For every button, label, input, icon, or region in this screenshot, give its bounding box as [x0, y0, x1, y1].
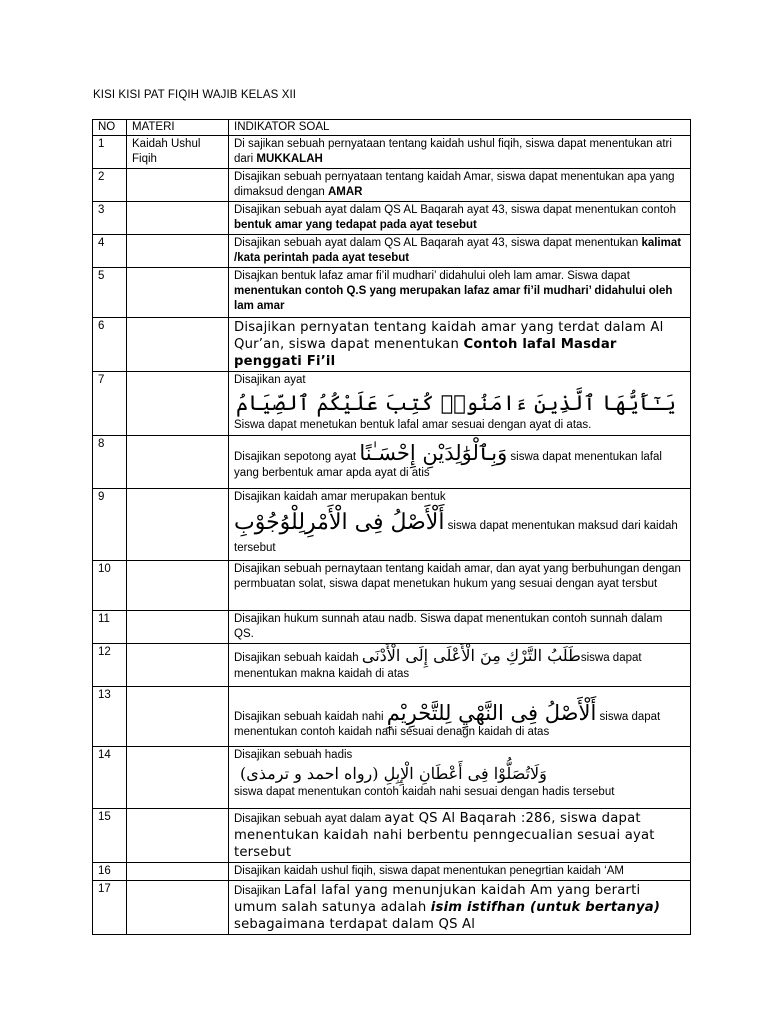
row-indikator: [229, 489, 691, 561]
row-materi: [127, 611, 229, 644]
row-materi: [127, 644, 229, 687]
row-no: 12: [93, 644, 127, 687]
arabic-verse: وَبِٱلْوَٰلِدَيْنِ إِحْسَـٰنًا: [359, 441, 508, 465]
table-row: [93, 202, 691, 235]
indikator-text-2: siswa dapat menentukan lafal yang berbentuk amar apda ayat di atis: [234, 451, 662, 479]
row-no: 10: [93, 561, 127, 611]
table-row: [93, 747, 691, 809]
row-indikator: [229, 436, 691, 489]
row-no: 5: [93, 268, 127, 318]
row-no: 14: [93, 747, 127, 809]
row-materi: [127, 489, 229, 561]
table-row: [93, 863, 691, 881]
row-indikator: [229, 318, 691, 372]
row-no: 8: [93, 436, 127, 489]
row-no: 2: [93, 169, 127, 202]
row-materi: [127, 687, 229, 747]
row-indikator: [229, 644, 691, 687]
row-no: 17: [93, 881, 127, 935]
indikator-text: Disajikan pernyatan tentang kaidah amar yang terdat dalam Al Qur’an, siswa dapat menentukan: [234, 320, 664, 352]
row-materi: [127, 169, 229, 202]
document-title: KISI KISI PAT FIQIH WAJIB KELAS XII: [93, 89, 297, 101]
row-indikator: [229, 747, 691, 809]
row-materi: [127, 235, 229, 268]
indikator-text: Disajikan: [234, 885, 284, 897]
indikator-text: Disajikan sebuah kaidah nahi: [234, 711, 387, 723]
indikator-text: Disajikan ayat: [234, 374, 306, 386]
arabic-kaidah: طَلَبُ التَّرْكِ مِنَ الْأَعْلَى إِلَى الْأَدْنَى: [361, 646, 581, 665]
row-indikator: [229, 881, 691, 935]
row-indikator: Disajikan hukum sunnah atau nadb. Siswa dapat menentukan contoh sunnah dalam QS.: [229, 611, 691, 644]
table-row: [93, 268, 691, 318]
row-no: 11: [93, 611, 127, 644]
indikator-text-2: siswa dapat menentukan contoh kaidah nahi sesuai dengan hadis tersebut: [234, 786, 615, 798]
indikator-bold: AMAR: [327, 186, 363, 198]
indikator-text: Disajikan sebuah pernyataan tentang kaidah Amar, siswa dapat menentukan apa yang dimaksud dengan: [234, 171, 675, 198]
row-materi: [127, 561, 229, 611]
indikator-text: Disajikan sebuah ayat dalam: [234, 813, 385, 825]
row-no: 6: [93, 318, 127, 372]
table-row: [93, 644, 691, 687]
header-materi: MATERI: [127, 120, 229, 136]
table-row: [93, 235, 691, 268]
indikator-text-2: Siswa dapat menetukan bentuk lafal amar sesuai dengan ayat di atas.: [234, 419, 592, 431]
indikator-bold: kalimat /kata perintah pada ayat tesebut: [234, 237, 682, 264]
indikator-text: Disajikan sebuah ayat dalam QS AL Baqarah ayat 43, siswa dapat menentukan: [234, 237, 642, 249]
row-materi: [127, 318, 229, 372]
header-no: NO: [93, 120, 127, 136]
arabic-kaidah: أَلْأَصْلُ فِى النَّهْيِ لِلتَّحْرِيْمِ: [386, 701, 597, 725]
row-indikator: [229, 235, 691, 268]
row-materi: [127, 881, 229, 935]
indikator-text-2: ayat QS Al Baqarah :286, siswa dapat menentukan kaidah nahi berbentu penngecualian sesuai ayat tersebut: [234, 811, 655, 860]
kisi-table: [92, 119, 691, 935]
row-indikator: [229, 169, 691, 202]
table-header-row: [93, 120, 691, 136]
indikator-text: Disajikan kaidah amar merupakan bentuk: [234, 491, 446, 503]
table-row: [93, 687, 691, 747]
table-row: [93, 318, 691, 372]
indikator-bold: isim istifhan (untuk bertanya): [430, 900, 661, 915]
row-no: 1: [93, 136, 127, 169]
arabic-hadis: وَلَاتُصَلُّوْا فِى أَعْطَانِ الْإِبِلِ (رواه احمد و ترمذى): [240, 764, 547, 783]
indikator-text: Di sajikan sebuah pernyataan tentang kaidah ushul fiqih, siswa dapat menentukan atri dari: [234, 138, 672, 165]
indikator-text-2: Lafal lafal yang menunjukan kaidah Am yang berarti umum salah satunya adalah: [234, 883, 641, 915]
row-no: 13: [93, 687, 127, 747]
indikator-text: Disajikan sebuah ayat dalam QS AL Baqarah ayat 43, siswa dapat menentukan contoh: [234, 204, 676, 216]
row-indikator: [229, 136, 691, 169]
table-row: [93, 136, 691, 169]
indikator-text-2: siswa dapat menentukan makna kaidah di atas: [234, 652, 642, 680]
arabic-verse: يَـٰٓأَيُّهَا ٱلَّذِينَ ءَامَنُوا۟ كُتِبَ عَلَيْكُمُ ٱلصِّيَامُ: [236, 391, 677, 415]
row-materi: [127, 268, 229, 318]
indikator-text: Disajikan sepotong ayat: [234, 451, 360, 463]
row-materi: [127, 202, 229, 235]
indikator-bold: MUKKALAH: [256, 153, 323, 165]
table-row: [93, 881, 691, 935]
row-materi: [127, 863, 229, 881]
table-row: [93, 561, 691, 611]
indikator-bold: menentukan contoh Q.S yang merupakan lafaz amar fi’il mudhari’ didahului oleh lam amar: [234, 285, 673, 312]
row-no: 15: [93, 809, 127, 863]
row-indikator: Disajikan kaidah ushul fiqih, siswa dapat menentukan penegrtian kaidah ‘AM: [229, 863, 691, 881]
indikator-text: Disajkan bentuk lafaz amar fi’il mudhari’ didahului oleh lam amar. Siswa dapat: [234, 270, 630, 282]
row-materi: [127, 809, 229, 863]
row-materi: [127, 747, 229, 809]
row-indikator: [229, 268, 691, 318]
arabic-kaidah: أَلْأَصْلُ فِى الْأَمْرِلِلْوُجُوْبِ: [234, 510, 445, 535]
row-indikator: [229, 809, 691, 863]
table-row: [93, 809, 691, 863]
row-indikator: [229, 202, 691, 235]
table-row: [93, 372, 691, 436]
indikator-text-3: sebagaimana terdapat dalam QS Al: [234, 917, 476, 932]
table-row: [93, 436, 691, 489]
row-indikator: Disajikan sebuah pernaytaan tentang kaidah amar, dan ayat yang berbuhungan dengan permbuatan solat, siswa dapat menetukan hukum yang sesuai dengan ayat tersbut: [229, 561, 691, 611]
table-row: [93, 611, 691, 644]
indikator-text: Disajikan sebuah kaidah: [234, 652, 362, 664]
indikator-text-2: siswa dapat menentukan contoh kaidah nahi sesuai denagn kaidah di atas: [234, 711, 661, 738]
row-indikator: [229, 372, 691, 436]
row-no: 7: [93, 372, 127, 436]
row-materi: [127, 372, 229, 436]
indikator-text: Disajikan sebuah hadis: [234, 749, 353, 761]
row-materi: [127, 436, 229, 489]
indikator-text-2: siswa dapat menentukan maksud dari kaidah tersebut: [234, 520, 678, 554]
row-no: 3: [93, 202, 127, 235]
indikator-bold: Contoh lafal Masdar penggati Fi’il: [234, 337, 617, 369]
table-row: [93, 489, 691, 561]
row-indikator: [229, 687, 691, 747]
header-indikator: INDIKATOR SOAL: [229, 120, 691, 136]
row-materi: Kaidah Ushul Fiqih: [127, 136, 229, 169]
table-row: [93, 169, 691, 202]
row-no: 16: [93, 863, 127, 881]
row-no: 9: [93, 489, 127, 561]
indikator-bold: bentuk amar yang tedapat pada ayat tesebut: [234, 219, 477, 231]
row-no: 4: [93, 235, 127, 268]
